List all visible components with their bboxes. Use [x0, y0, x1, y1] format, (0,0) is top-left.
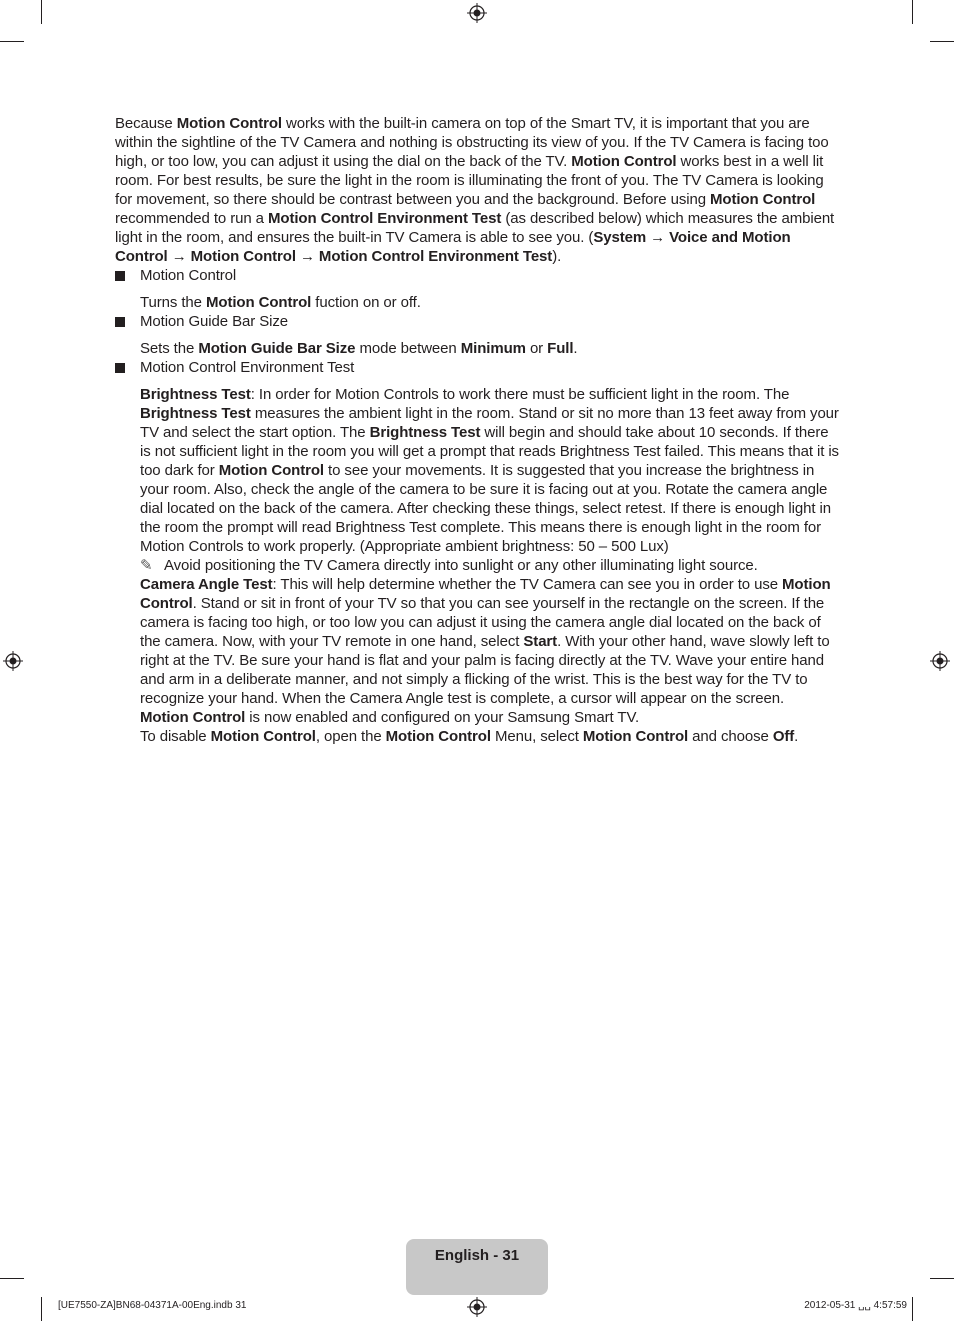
menu-path: System → Voice and Motion Control → Motion Control → Motion Control Environment Test [115, 229, 791, 265]
bold-term: Motion Guide Bar Size [198, 340, 356, 357]
section-title: Motion Control [140, 267, 237, 284]
text: : In order for Motion Controls to work there must be sufficient light in the room. The [250, 386, 790, 403]
disable-paragraph [115, 727, 839, 746]
square-bullet-icon [115, 363, 125, 373]
text: : This will help determine whether the TV Camera can see you in order to use [272, 576, 783, 593]
section-description [115, 339, 839, 358]
text: . Stand or sit in front of your TV so that you can see yourself in the rectangle on the screen. If the camera is facing too high, or too low you can adjust it using the camera angle dial located on the back of the camera. Now, with your TV remote in one hand, select [140, 595, 825, 650]
square-bullet-icon [115, 271, 125, 281]
text: Turns the [140, 294, 206, 311]
section-title: Motion Control Environment Test [140, 359, 355, 376]
bold-term: Start [523, 633, 558, 650]
bold-term: Motion Control [582, 728, 689, 745]
note-text: Avoid positioning the TV Camera directly into sunlight or any other illuminating light source. [164, 557, 758, 574]
text: To disable [140, 728, 211, 745]
text: , open the [315, 728, 386, 745]
section-heading [115, 266, 839, 285]
text: . [794, 728, 799, 745]
bold-term: Motion Control [140, 576, 831, 612]
crop-mark [41, 0, 42, 24]
page-content [115, 114, 839, 746]
section-heading [115, 312, 839, 331]
crop-mark [0, 1278, 24, 1279]
text: mode between [355, 340, 461, 357]
text: measures the ambient light in the room. Stand or sit no more than 13 feet away from your TV and select the start option. The [140, 405, 839, 441]
bold-term: Motion Control [218, 462, 324, 479]
text: works with the built-in camera on top of the Smart TV, it is important that you are within the sightline of the TV Camera and nothing is obstructing its view of you. If the TV Camera is facing too high, or too low, you can adjust it using the dial on the back of the TV. [115, 115, 829, 170]
print-slug-right: 2012-05-31 ␣␣ 4:57:59 [804, 1300, 907, 1311]
crop-mark [0, 41, 24, 42]
bold-term: Brightness Test [140, 405, 251, 422]
text: Menu, select [490, 728, 583, 745]
registration-mark-icon [930, 651, 950, 671]
text: works best in a well lit room. For best results, be sure the light in the room is illuminating the front of you. The TV Camera is looking for movement, so there should be contrast between you and the background. Before using [115, 153, 824, 208]
text: Sets the [140, 340, 199, 357]
bold-term: Motion Control [210, 728, 316, 745]
text: fuction on or off. [311, 294, 421, 311]
text: . With your other hand, wave slowly left to right at the TV. Be sure your hand is flat and your palm is facing directly at the TV. Wave your entire hand and arm in a deliberate manner, and not simply a flicking of the wrist. This is the best way for the TV to recognize your hand. When the Camera Angle test is complete, a cursor will appear on the screen. [140, 633, 830, 707]
crop-mark [912, 1297, 913, 1321]
bold-term: Motion Control [140, 709, 246, 726]
text: ). [552, 248, 562, 265]
registration-mark-icon [467, 3, 487, 23]
text: to see your movements. It is suggested that you increase the brightness in your room. Also, check the angle of the camera to be sure it is facing out at you. Rotate the camera angle dial located on the back of the camera. After checking these things, select retest. If there is enough light in the room the prompt will read Brightness Test complete. This means there is enough light in the room for Motion Controls to work properly. (Appropriate ambient brightness: 50 – 500 Lux) [140, 462, 831, 555]
section-heading [115, 358, 839, 377]
camera-angle-test-paragraph [115, 575, 839, 708]
bold-term: Brightness Test [140, 386, 251, 403]
text: . [573, 340, 578, 357]
brightness-test-paragraph [115, 385, 839, 556]
pencil-note-icon: ✎ [140, 557, 153, 574]
bold-term: Motion Control [205, 294, 312, 311]
bold-term: Motion Control [710, 191, 816, 208]
note [115, 556, 839, 575]
crop-mark [930, 1278, 954, 1279]
page-number: English - 31 [434, 1247, 520, 1264]
intro-paragraph [115, 114, 839, 266]
bold-term: Motion Control Environment Test [267, 210, 502, 227]
section-description [115, 293, 839, 312]
bold-term: Motion Control [385, 728, 491, 745]
text: Because [115, 115, 177, 132]
crop-mark [930, 41, 954, 42]
text: recommended to run a [115, 210, 268, 227]
bold-term: Minimum [460, 340, 526, 357]
text: (as described below) which measures the ambient light in the room, and ensures the built-in TV Camera is able to see you. ( [115, 210, 835, 246]
text: is now enabled and configured on your Samsung Smart TV. [245, 709, 640, 726]
bold-term: Off [772, 728, 795, 745]
crop-mark [912, 0, 913, 24]
print-slug-left: [UE7550-ZA]BN68-04371A-00Eng.indb 31 [58, 1300, 247, 1311]
bold-term: Full [547, 340, 574, 357]
bold-term: Brightness Test [369, 424, 481, 441]
bold-term: Motion Control [571, 153, 677, 170]
text: will begin and should take about 10 seconds. If there is not sufficient light in the room you will get a prompt that reads Brightness Test failed. This means that it is too dark for [140, 424, 839, 479]
crop-mark [41, 1297, 42, 1321]
registration-mark-icon [467, 1297, 487, 1317]
square-bullet-icon [115, 317, 125, 327]
bold-term: Camera Angle Test [140, 576, 273, 593]
enabled-paragraph [115, 708, 839, 727]
text: and choose [688, 728, 773, 745]
section-title: Motion Guide Bar Size [140, 313, 288, 330]
text: or [525, 340, 548, 357]
bold-term: Motion Control [176, 115, 282, 132]
registration-mark-icon [3, 651, 23, 671]
